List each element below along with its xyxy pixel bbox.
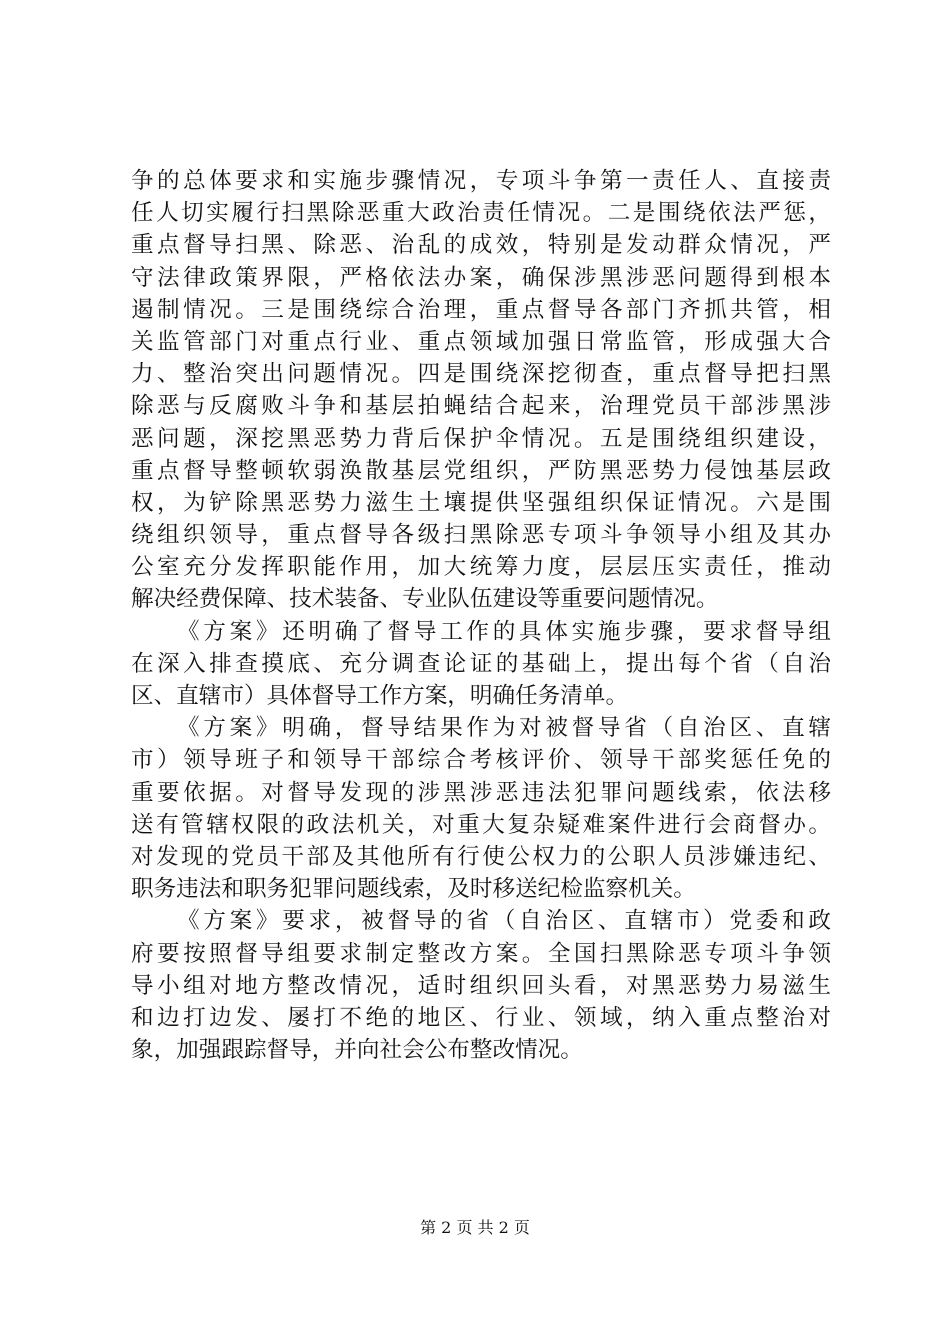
text-line: 权，为铲除黑恶势力滋生土壤提供坚强组织保证情况。六是围 — [131, 489, 831, 516]
text-line: 《方案》要求，被督导的省（自治区、直辖市）党委和政 — [177, 908, 831, 935]
text-line: 府要按照督导组要求制定整改方案。全国扫黑除恶专项斗争领 — [131, 940, 831, 967]
text-line: 在深入排查摸底、充分调查论证的基础上，提出每个省（自治 — [131, 650, 831, 677]
text-line: 除恶与反腐败斗争和基层拍蝇结合起来，治理党员干部涉黑涉 — [131, 393, 831, 420]
text-line: 绕组织领导，重点督导各级扫黑除恶专项斗争领导小组及其办 — [131, 522, 831, 549]
page-footer: 第 2 页 共 2 页 — [420, 1218, 530, 1237]
text-line: 和边打边发、屡打不绝的地区、行业、领域，纳入重点整治对 — [131, 1004, 831, 1031]
text-line: 守法律政策界限，严格依法办案，确保涉黑涉恶问题得到根本 — [131, 264, 831, 291]
text-line: 重点督导扫黑、除恶、治乱的成效，特别是发动群众情况，严 — [131, 232, 831, 259]
text-line: 送有管辖权限的政法机关，对重大复杂疑难案件进行会商督办。 — [131, 811, 831, 838]
text-line: 遏制情况。三是围绕综合治理，重点督导各部门齐抓共管，相 — [131, 296, 831, 323]
text-line: 关监管部门对重点行业、重点领域加强日常监管，形成强大合 — [131, 328, 831, 355]
text-line: 《方案》明确，督导结果作为对被督导省（自治区、直辖 — [177, 715, 831, 742]
body-text — [131, 165, 831, 1066]
text-line: 恶问题，深挖黑恶势力背后保护伞情况。五是围绕组织建设， — [131, 425, 831, 452]
text-line: 象，加强跟踪督导，并向社会公布整改情况。 — [131, 1037, 583, 1064]
text-line: 重点督导整顿软弱涣散基层党组织，严防黑恶势力侵蚀基层政 — [131, 457, 831, 484]
text-line: 《方案》还明确了督导工作的具体实施步骤，要求督导组 — [177, 618, 831, 645]
text-line: 区、直辖市）具体督导工作方案，明确任务清单。 — [131, 683, 629, 709]
text-line: 解决经费保障、技术装备、专业队伍建设等重要问题情况。 — [131, 586, 719, 613]
text-line: 重要依据。对督导发现的涉黑涉恶违法犯罪问题线索，依法移 — [131, 779, 831, 806]
text-line: 对发现的党员干部及其他所有行使公权力的公职人员涉嫌违纪、 — [131, 843, 831, 870]
text-line: 力、整治突出问题情况。四是围绕深挖彻查，重点督导把扫黑 — [131, 361, 831, 388]
text-line: 市）领导班子和领导干部综合考核评价、领导干部奖惩任免的 — [131, 747, 831, 774]
text-line: 争的总体要求和实施步骤情况，专项斗争第一责任人、直接责 — [131, 168, 831, 194]
text-line: 导小组对地方整改情况，适时组织回头看，对黑恶势力易滋生 — [131, 972, 831, 999]
text-line: 任人切实履行扫黑除恶重大政治责任情况。二是围绕依法严惩， — [131, 200, 831, 227]
text-line: 公室充分发挥职能作用，加大统筹力度，层层压实责任，推动 — [131, 554, 831, 581]
text-line: 职务违法和职务犯罪问题线索，及时移送纪检监察机关。 — [131, 876, 696, 903]
